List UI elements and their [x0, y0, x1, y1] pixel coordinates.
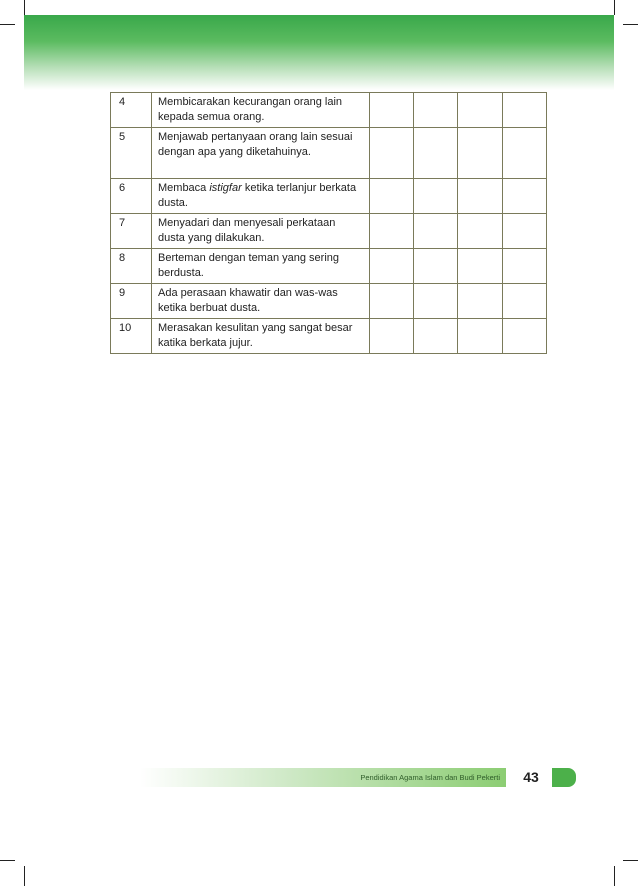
row-number: 4	[111, 93, 152, 128]
answer-box[interactable]	[502, 179, 546, 214]
table-row	[111, 284, 547, 319]
statement-text: Menyadari dan menyesali perkataan dusta yang dilakukan.	[152, 214, 370, 249]
statement-text: Membicarakan kecurangan orang lain kepada semua orang.	[152, 93, 370, 128]
answer-box[interactable]	[370, 319, 414, 354]
answer-box[interactable]	[414, 179, 458, 214]
answer-box[interactable]	[458, 249, 502, 284]
answer-box[interactable]	[502, 214, 546, 249]
answer-box[interactable]	[414, 93, 458, 128]
answer-box[interactable]	[370, 93, 414, 128]
answer-box[interactable]	[502, 249, 546, 284]
statement-text: Berteman dengan teman yang sering berdusta.	[152, 249, 370, 284]
statement-text-post: ketika terlanjur berkata dusta.	[158, 182, 357, 209]
row-number: 6	[111, 179, 152, 214]
crop-mark-bottom-right	[614, 866, 615, 886]
answer-box[interactable]	[458, 214, 502, 249]
answer-box[interactable]	[370, 128, 414, 179]
answer-box[interactable]	[414, 214, 458, 249]
crop-mark-top-left	[24, 0, 25, 15]
page-tab-marker	[552, 768, 576, 787]
answer-box[interactable]	[414, 128, 458, 179]
table-row	[111, 319, 547, 354]
crop-mark-bottom-left-h	[0, 860, 15, 861]
crop-mark-top-right	[614, 0, 615, 15]
answer-box[interactable]	[370, 284, 414, 319]
crop-mark-top-left-h	[0, 24, 15, 25]
answer-box[interactable]	[414, 249, 458, 284]
answer-box[interactable]	[502, 128, 546, 179]
answer-box[interactable]	[458, 93, 502, 128]
answer-box[interactable]	[502, 93, 546, 128]
footer-book-title: Pendidikan Agama Islam dan Budi Pekerti	[360, 773, 500, 782]
table-row	[111, 179, 547, 214]
statement-text-emphasis: istigfar	[209, 182, 242, 194]
answer-box[interactable]	[502, 284, 546, 319]
answer-box[interactable]	[414, 284, 458, 319]
row-number: 9	[111, 284, 152, 319]
header-green-band	[24, 15, 614, 90]
crop-mark-top-right-h	[623, 24, 638, 25]
answer-box[interactable]	[458, 284, 502, 319]
answer-box[interactable]	[458, 179, 502, 214]
answer-box[interactable]	[370, 179, 414, 214]
row-number: 8	[111, 249, 152, 284]
crop-mark-bottom-left	[24, 866, 25, 886]
page-number: 43	[523, 769, 539, 785]
answer-box[interactable]	[414, 319, 458, 354]
answer-box[interactable]	[502, 319, 546, 354]
answer-box[interactable]	[458, 128, 502, 179]
table-row	[111, 128, 547, 179]
statement-text-pre: Membaca	[158, 182, 210, 194]
answer-box[interactable]	[370, 214, 414, 249]
answer-box[interactable]	[370, 249, 414, 284]
row-number: 5	[111, 128, 152, 179]
answer-box[interactable]	[458, 319, 502, 354]
statement-text: Menjawab pertanyaan orang lain sesuai dengan apa yang diketahuinya.	[152, 128, 370, 179]
statement-text: Ada perasaan khawatir dan was-was ketika berbuat dusta.	[152, 284, 370, 319]
table-row	[111, 249, 547, 284]
row-number: 7	[111, 214, 152, 249]
self-assessment-table	[110, 92, 547, 354]
statement-text: Merasakan kesulitan yang sangat besar katika berkata jujur.	[152, 319, 370, 354]
row-number: 10	[111, 319, 152, 354]
statement-text	[152, 179, 370, 214]
table-row	[111, 214, 547, 249]
crop-mark-bottom-right-h	[623, 860, 638, 861]
table-row	[111, 93, 547, 128]
